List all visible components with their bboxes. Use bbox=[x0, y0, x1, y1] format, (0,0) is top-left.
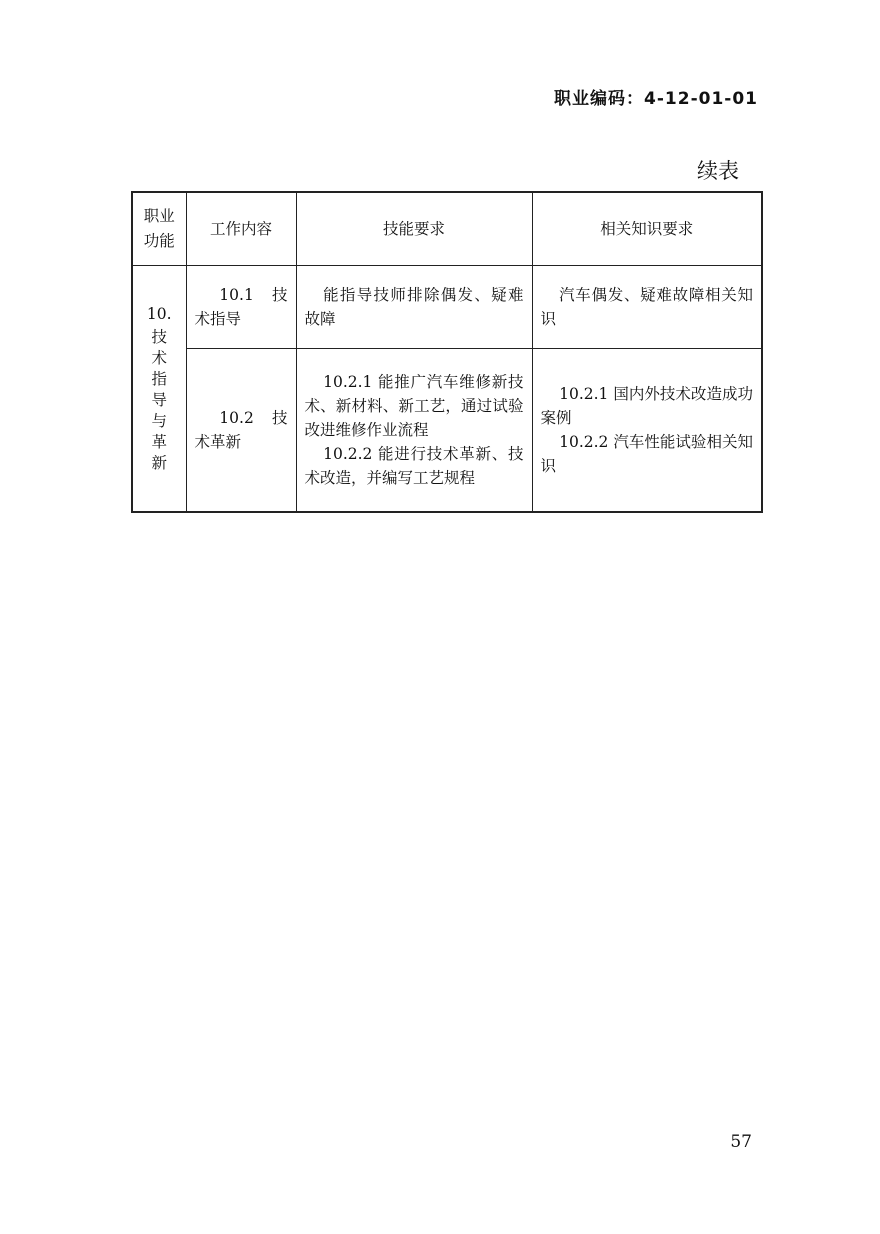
header-function bbox=[132, 192, 186, 266]
table-row bbox=[132, 349, 762, 513]
function-name-vertical bbox=[141, 327, 178, 474]
work-content-text: 10.1 技术指导 bbox=[194, 286, 288, 328]
work-content-text: 10.2 技术革新 bbox=[194, 409, 288, 451]
skill-item: 能指导技师排除偶发、疑难故障 bbox=[304, 286, 524, 328]
knowledge-cell bbox=[532, 349, 762, 513]
function-cell bbox=[132, 266, 186, 513]
continued-label: 续表 bbox=[697, 159, 739, 183]
knowledge-item: 汽车偶发、疑难故障相关知识 bbox=[540, 286, 753, 328]
table-header-row bbox=[132, 192, 762, 266]
skill-item: 10.2.1 能推广汽车维修新技术、新材料、新工艺，通过试验改进维修作业流程 bbox=[304, 373, 524, 439]
occupation-code: 职业编码：4-12-01-01 bbox=[554, 89, 758, 109]
function-char: 革 bbox=[151, 432, 167, 451]
function-char: 导 bbox=[151, 390, 167, 409]
work-content-cell bbox=[186, 349, 296, 513]
skills-cell bbox=[296, 349, 532, 513]
standards-table bbox=[131, 191, 763, 513]
function-char: 指 bbox=[151, 369, 167, 388]
table-row bbox=[132, 266, 762, 349]
skill-item: 10.2.2 能进行技术革新、技术改造，并编写工艺规程 bbox=[304, 445, 524, 487]
knowledge-item: 10.2.1 国内外技术改造成功案例 bbox=[540, 385, 753, 427]
function-char: 与 bbox=[151, 411, 167, 430]
knowledge-item: 10.2.2 汽车性能试验相关知识 bbox=[540, 433, 753, 475]
function-char: 新 bbox=[151, 453, 167, 472]
header-function-text: 职业功能 bbox=[143, 207, 175, 250]
header-knowledge: 相关知识要求 bbox=[532, 192, 762, 266]
header-skills: 技能要求 bbox=[296, 192, 532, 266]
function-number: 10. bbox=[146, 304, 172, 323]
work-content-cell bbox=[186, 266, 296, 349]
knowledge-cell bbox=[532, 266, 762, 349]
header-work-content: 工作内容 bbox=[186, 192, 296, 266]
function-char: 术 bbox=[151, 348, 167, 367]
function-char: 技 bbox=[151, 327, 167, 346]
skills-cell bbox=[296, 266, 532, 349]
page-number: 57 bbox=[730, 1132, 752, 1152]
